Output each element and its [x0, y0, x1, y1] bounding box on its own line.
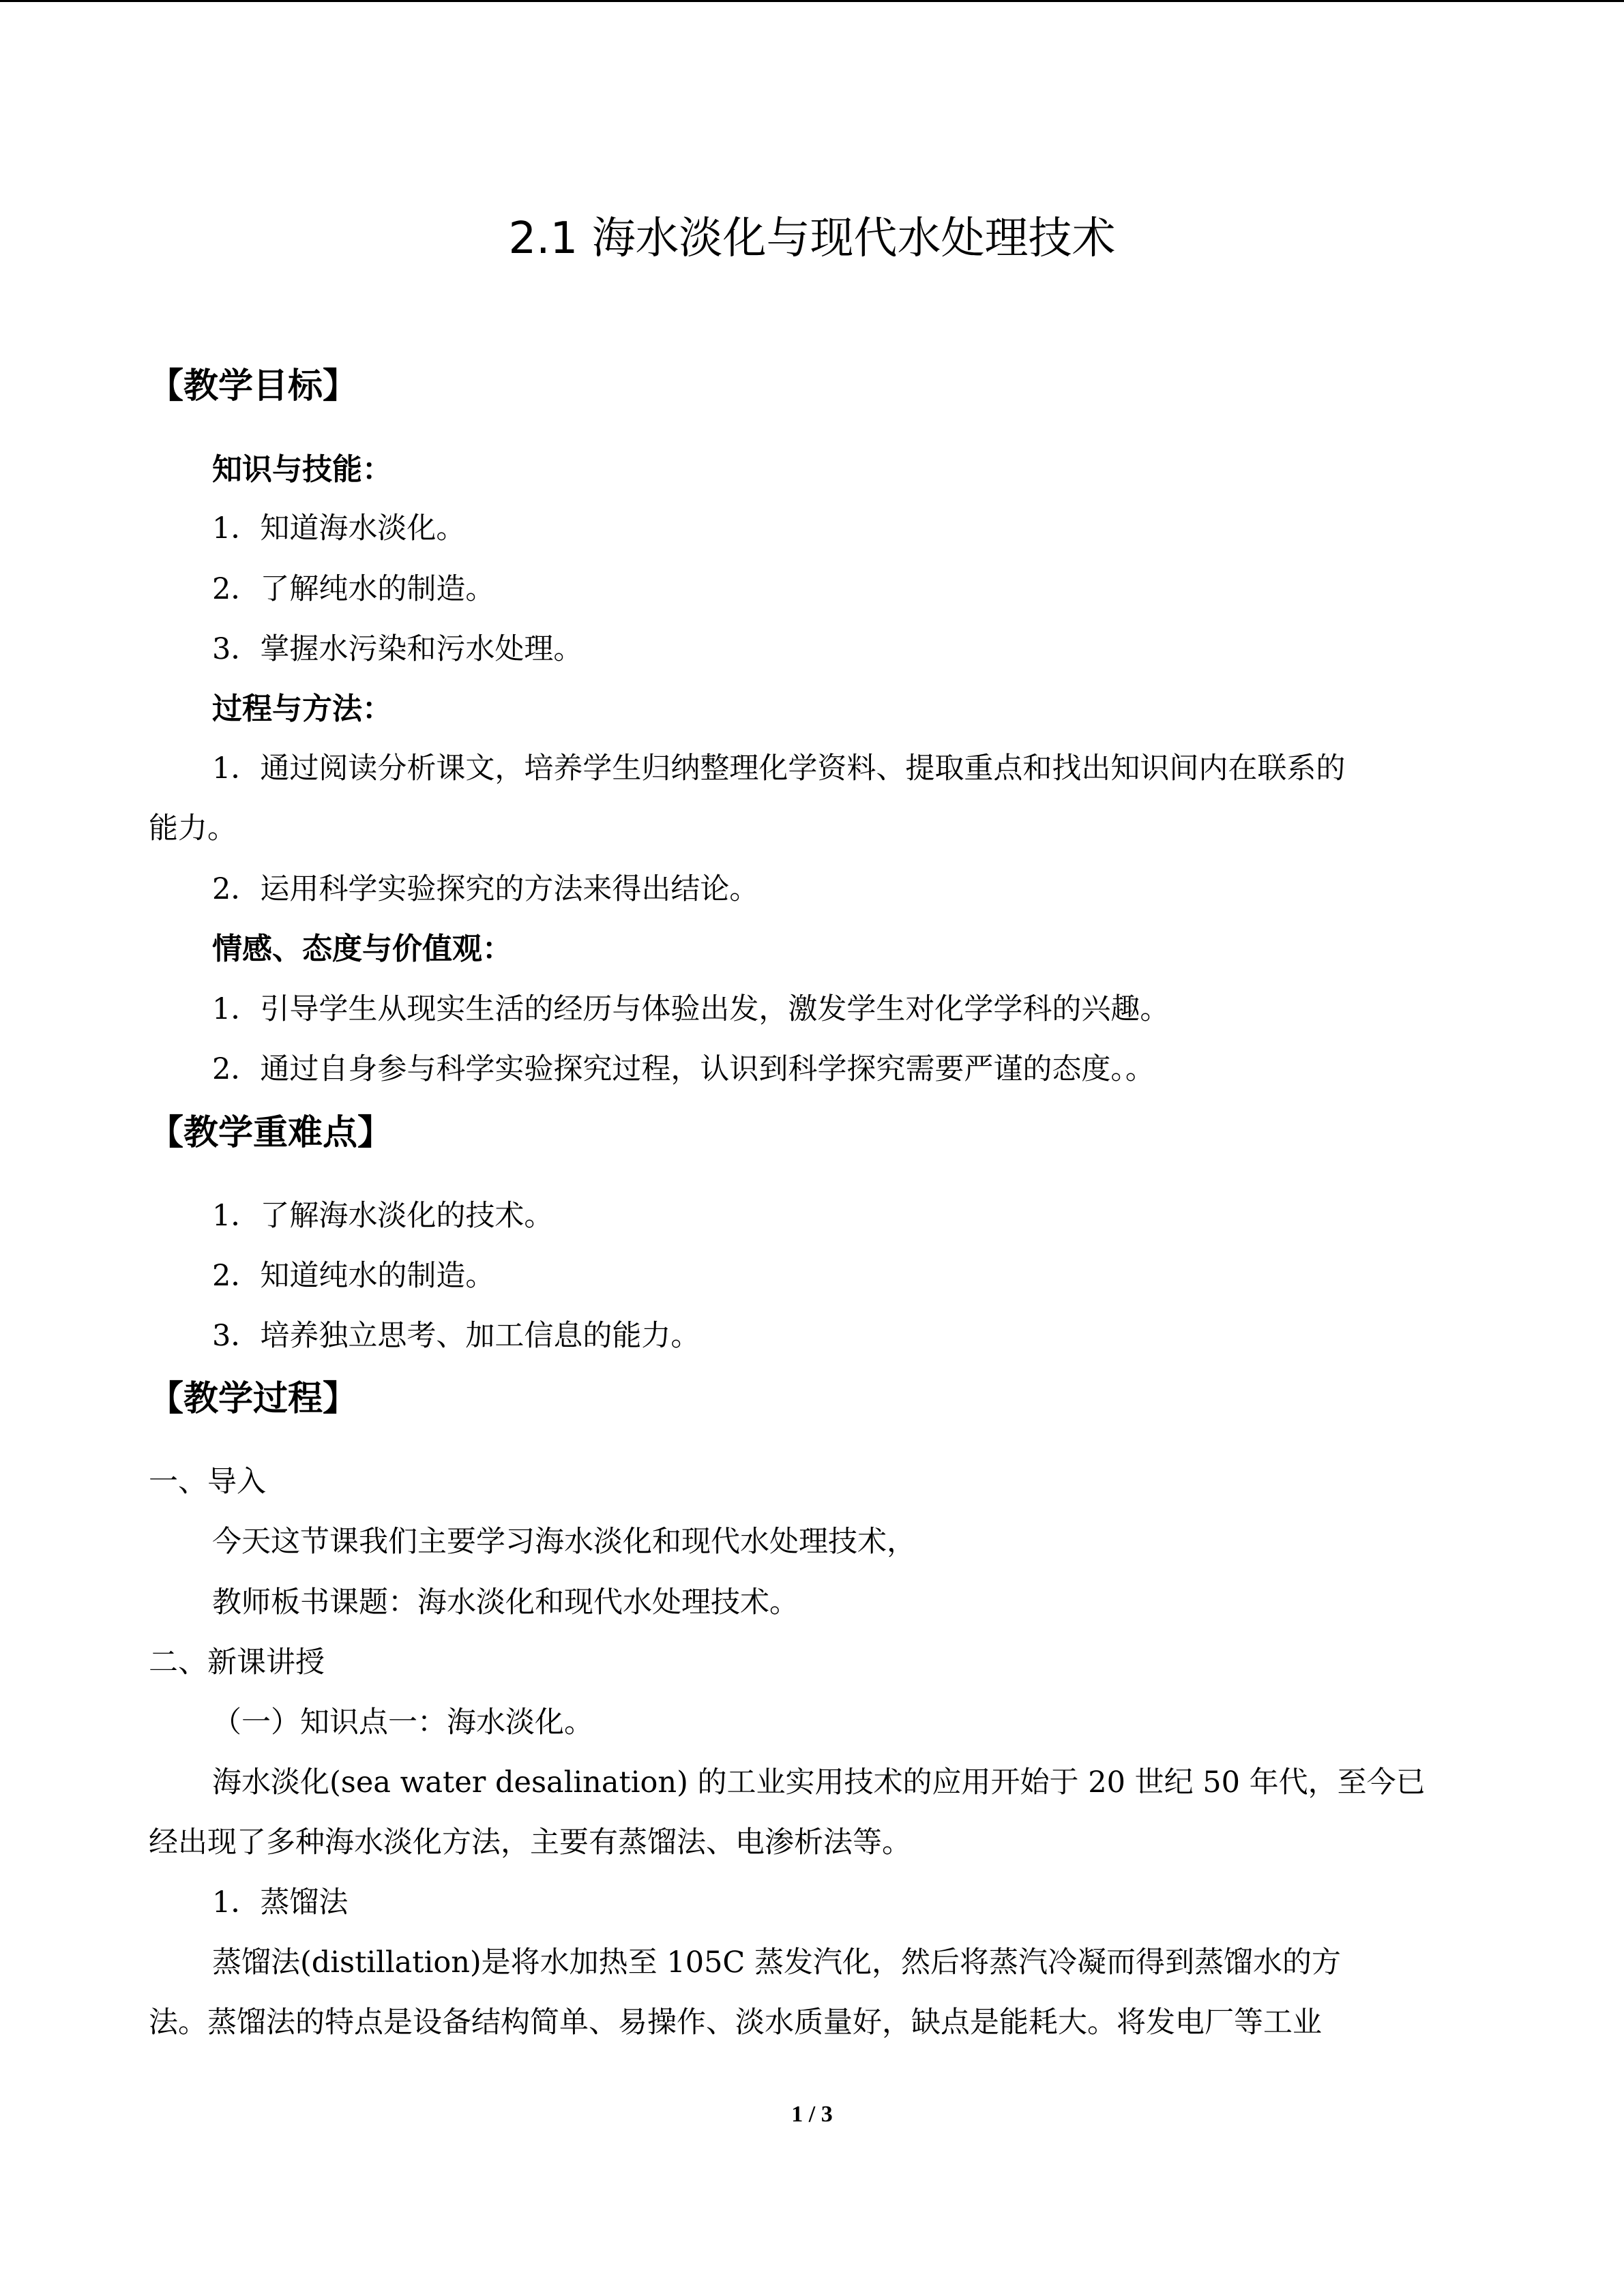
knowledge-item-1: 1．知道海水淡化。 — [212, 511, 466, 546]
paragraph-1-line-1: 海水淡化(sea water desalination) 的工业实用技术的应用开始于 20 世纪 50 年代，至今已 — [212, 1765, 1426, 1800]
paragraph-2-line-1: 蒸馏法(distillation)是将水加热至 105C 蒸发汽化，然后将蒸汽冷凝而得到蒸馏水的方 — [212, 1945, 1341, 1980]
keypoint-item-1: 1．了解海水淡化的技术。 — [212, 1199, 554, 1233]
page-number: 1 / 3 — [791, 2102, 833, 2127]
document-title: 2.1 海水淡化与现代水处理技术 — [508, 213, 1116, 264]
keypoint-item-2: 2．知道纯水的制造。 — [212, 1259, 495, 1293]
heading-keypoints: 【教学重难点】 — [149, 1113, 393, 1153]
process-item-2: 2．运用科学实验探究的方法来得出结论。 — [212, 872, 759, 906]
subheading-knowledge: 知识与技能： — [212, 452, 392, 487]
heading-objectives: 【教学目标】 — [149, 366, 358, 406]
intro-title: 一、导入 — [149, 1465, 266, 1499]
knowledge-point-1-title: （一）知识点一：海水淡化。 — [212, 1705, 593, 1740]
top-border — [0, 0, 1624, 2]
intro-line-1: 今天这节课我们主要学习海水淡化和现代水处理技术， — [212, 1525, 916, 1559]
subheading-process-method: 过程与方法： — [212, 691, 392, 726]
emotion-item-1: 1．引导学生从现实生活的经历与体验出发，激发学生对化学学科的兴趣。 — [212, 992, 1170, 1026]
intro-line-2: 教师板书课题：海水淡化和现代水处理技术。 — [212, 1585, 799, 1620]
keypoint-item-3: 3．培养独立思考、加工信息的能力。 — [212, 1319, 700, 1353]
method-1-title: 1．蒸馏法 — [212, 1885, 349, 1920]
paragraph-1-line-2: 经出现了多种海水淡化方法，主要有蒸馏法、电渗析法等。 — [149, 1825, 911, 1860]
new-lesson-title: 二、新课讲授 — [149, 1645, 325, 1680]
knowledge-item-3: 3．掌握水污染和污水处理。 — [212, 632, 583, 666]
heading-teaching-process: 【教学过程】 — [149, 1379, 358, 1419]
process-item-1-line-2: 能力。 — [149, 811, 237, 846]
subheading-emotion: 情感、态度与价值观： — [212, 931, 512, 966]
knowledge-item-2: 2．了解纯水的制造。 — [212, 572, 495, 606]
emotion-item-2: 2．通过自身参与科学实验探究过程，认识到科学探究需要严谨的态度。。 — [212, 1052, 1155, 1086]
paragraph-2-line-2: 法。蒸馏法的特点是设备结构简单、易操作、淡水质量好，缺点是能耗大。将发电厂等工业 — [149, 2006, 1322, 2040]
process-item-1-line-1: 1．通过阅读分析课文，培养学生归纳整理化学资料、提取重点和找出知识间内在联系的 — [212, 751, 1346, 786]
